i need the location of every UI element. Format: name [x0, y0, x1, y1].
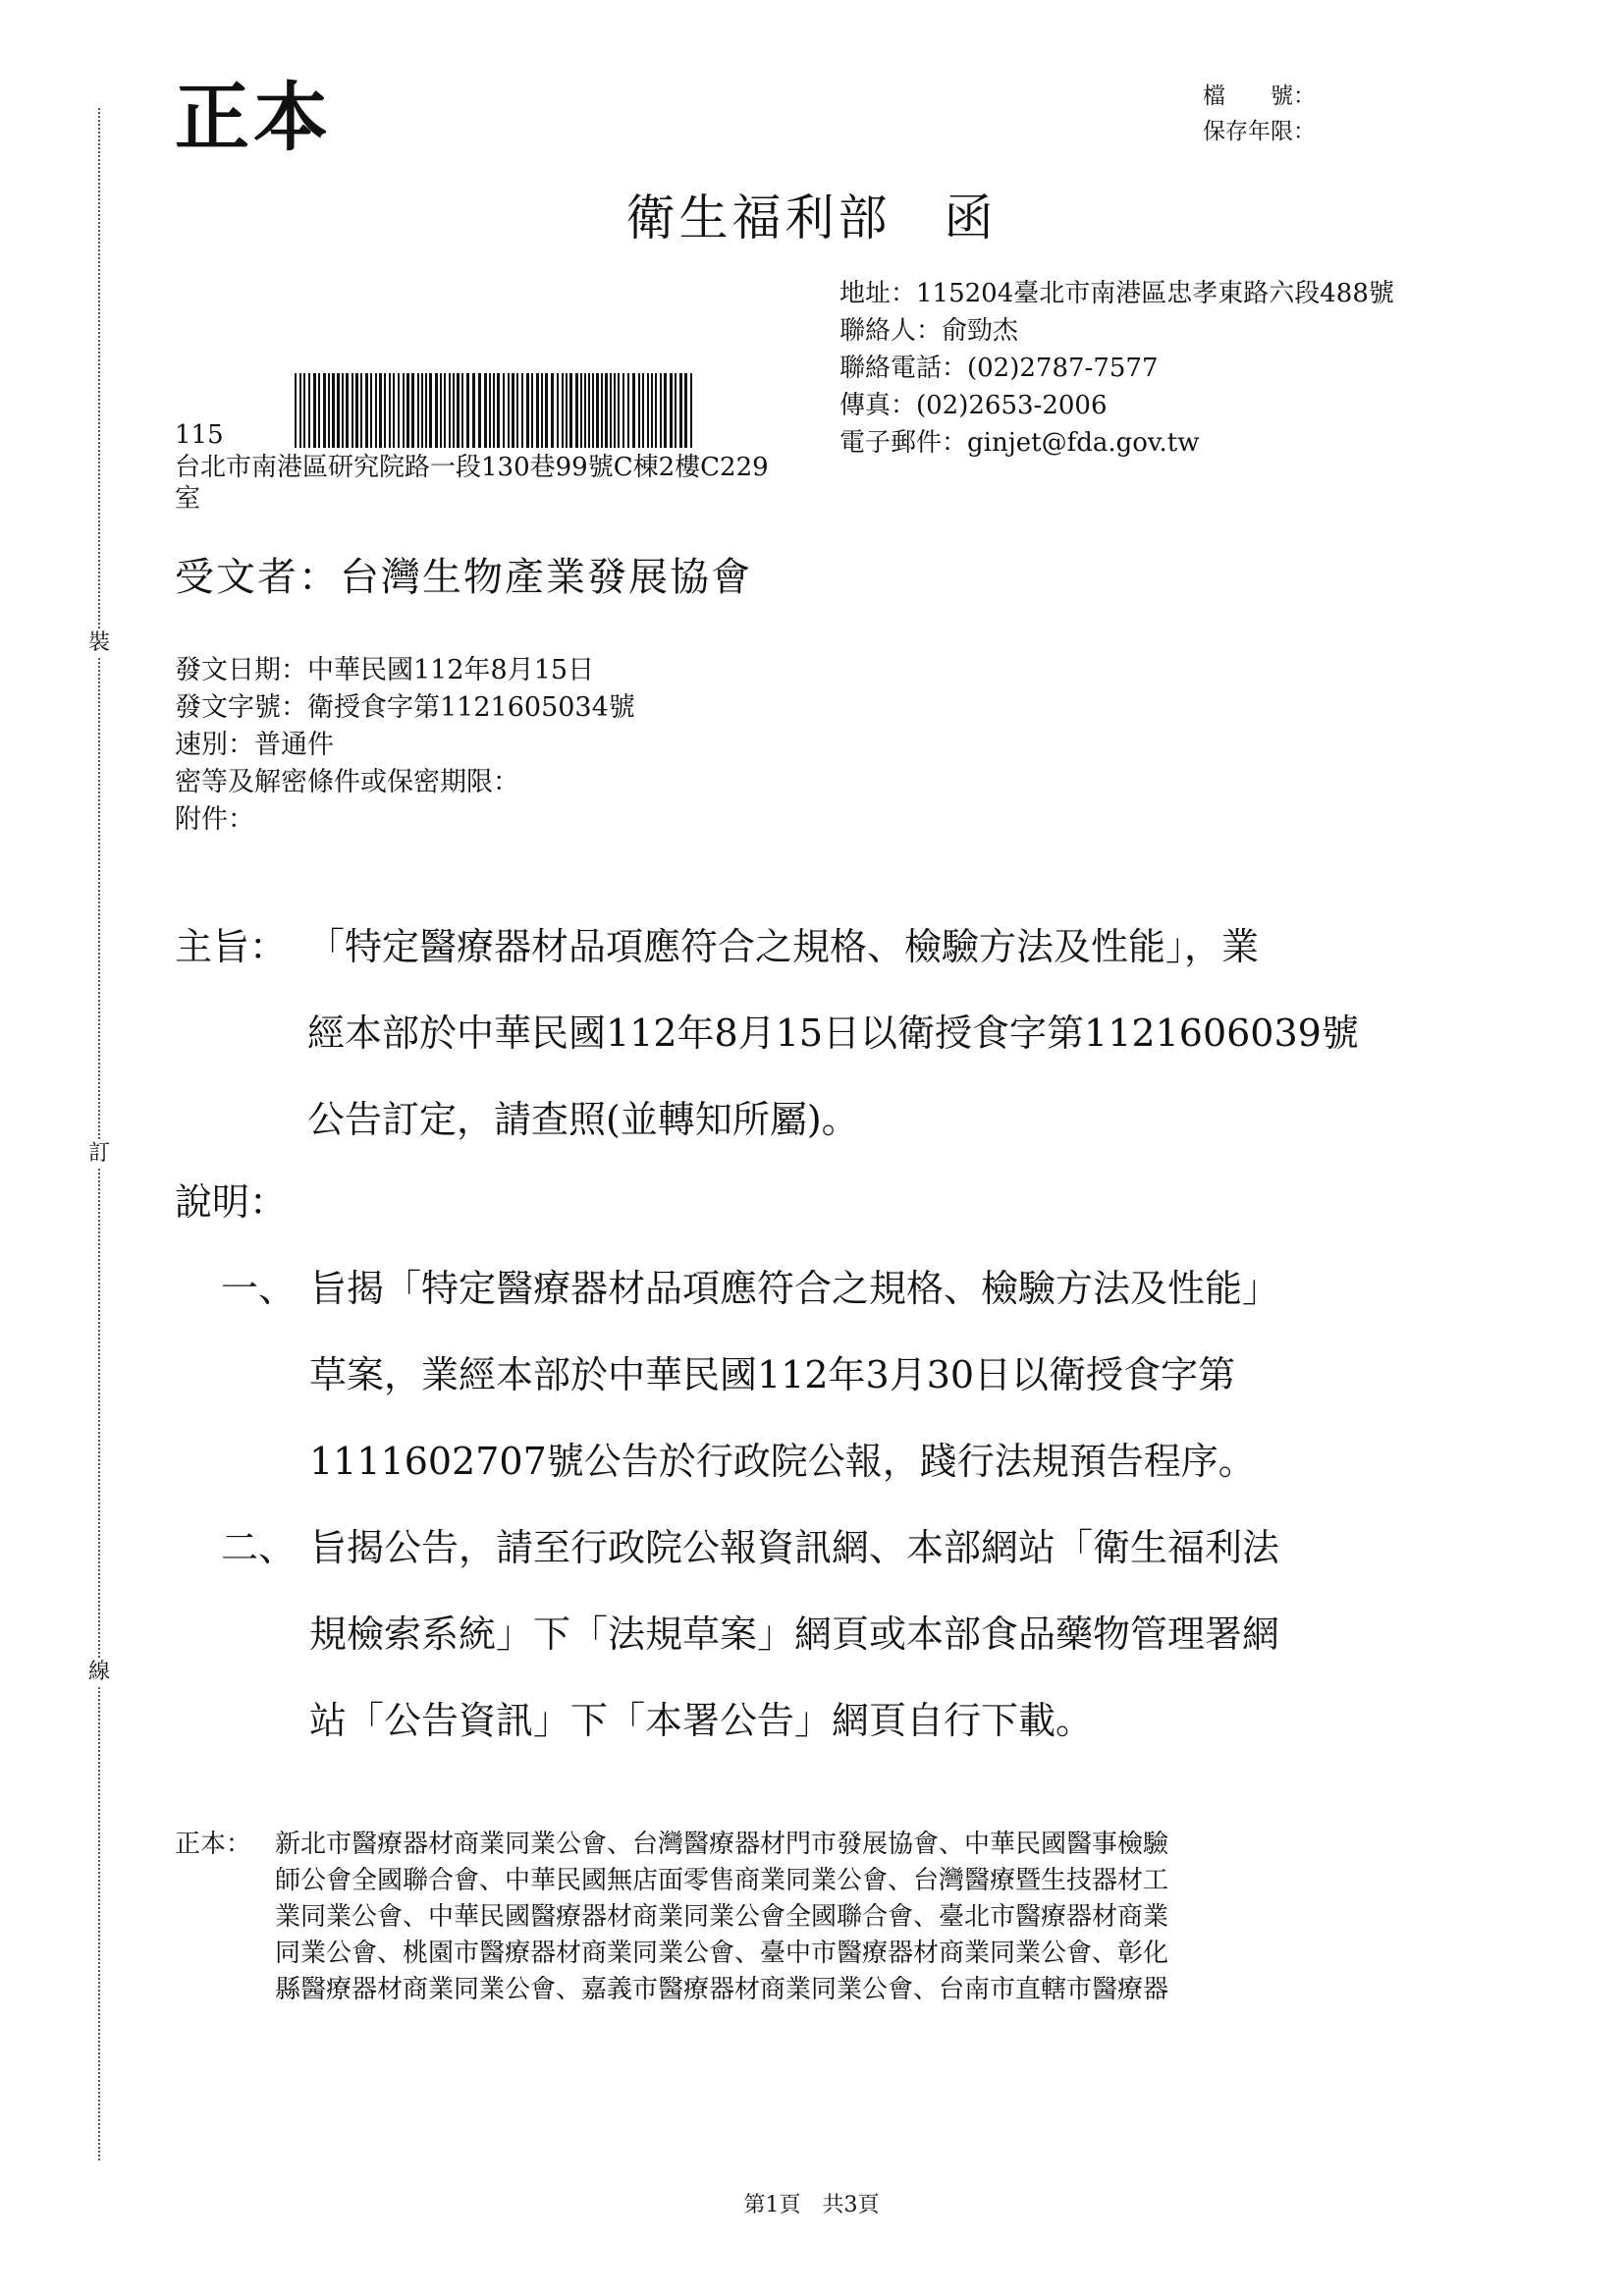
barcode-bar — [584, 373, 586, 448]
barcode-bar — [295, 373, 297, 448]
barcode-bar — [370, 373, 372, 448]
barcode-bar — [384, 373, 386, 448]
binding-mark-zhuang: 裝 — [84, 629, 114, 658]
distribution-line: 同業公會、桃園市醫療器材商業同業公會、臺中市醫療器材商業同業公會、彰化 — [275, 1939, 1169, 1968]
barcode-bar — [421, 373, 423, 448]
contact-person: 聯絡人：俞勁杰 — [839, 316, 1019, 346]
barcode-bar — [328, 373, 330, 448]
barcode-bar — [440, 373, 442, 448]
sender-contact — [839, 275, 1394, 462]
distribution-line: 師公會全國聯合會、中華民國無店面零售商業同業公會、台灣醫療暨生技器材工 — [275, 1866, 1169, 1895]
mailing-postcode: 115 — [175, 420, 224, 450]
barcode-bar — [375, 373, 377, 448]
distribution-line: 縣醫療器材商業同業公會、嘉義市醫療器材商業同業公會、台南市直轄市醫療器 — [275, 1975, 1169, 2004]
barcode-bar — [684, 373, 687, 448]
barcode-bar — [308, 373, 310, 448]
barcode-bar — [342, 373, 344, 448]
barcode-bar — [478, 373, 481, 448]
explanation-label: 說明： — [175, 1180, 288, 1224]
barcode-bar — [429, 373, 432, 448]
barcode-bar — [313, 373, 316, 448]
barcode-bar — [435, 373, 438, 448]
barcode-bar — [588, 373, 590, 448]
mailing-address — [175, 452, 842, 515]
binding-mark-xian: 線 — [84, 1658, 114, 1687]
distribution-line: 業同業公會、中華民國醫療器材商業同業公會全國聯合會、臺北市醫療器材商業 — [275, 1902, 1169, 1932]
barcode-bar — [526, 373, 529, 448]
barcode-bar — [690, 373, 692, 448]
barcode-bar — [569, 373, 572, 448]
barcode-bar — [497, 373, 500, 448]
barcode-bar — [545, 373, 548, 448]
subject-line: 「特定醫療器材品項應符合之規格、檢驗方法及性能」，業 — [307, 925, 1260, 968]
subject-line: 公告訂定，請查照(並轉知所屬)。 — [307, 1098, 859, 1141]
recipient: 受文者：台灣生物產業發展協會 — [175, 555, 752, 600]
barcode-bar — [562, 373, 564, 448]
barcode-bar — [521, 373, 523, 448]
document-title: 衛生福利部 函 — [625, 190, 998, 246]
barcode-bar — [566, 373, 568, 448]
explanation-line: 旨揭「特定醫療器材品項應符合之規格、檢驗方法及性能」 — [309, 1267, 1280, 1310]
barcode-bar — [551, 373, 554, 448]
barcode-bar — [536, 373, 539, 448]
explanation-line: 旨揭公告，請至行政院公報資訊網、本部網站「衛生福利法 — [309, 1526, 1280, 1569]
barcode-bar — [610, 373, 612, 448]
contact-fax: 傳真：(02)2653-2006 — [839, 391, 1108, 420]
distribution-label: 正本： — [175, 1830, 252, 1859]
subject-section — [175, 903, 1451, 1163]
contact-email: 電子郵件：ginjet@fda.gov.tw — [839, 428, 1200, 458]
explanation-line: 1111602707號公告於行政院公報，踐行法規預告程序。 — [309, 1440, 1256, 1483]
barcode-bar — [411, 373, 414, 448]
explanation-line: 站「公告資訊」下「本署公告」網頁自行下載。 — [309, 1699, 1094, 1742]
barcode-bar — [303, 373, 305, 448]
postal-barcode — [295, 373, 695, 448]
barcode-bar — [461, 373, 463, 448]
barcode-bar — [642, 373, 644, 448]
original-copy-stamp: 正本 — [175, 74, 332, 161]
barcode-bar — [664, 373, 667, 448]
barcode-bar — [379, 373, 382, 448]
barcode-bar — [655, 373, 657, 448]
delivery-speed: 速別：普通件 — [175, 730, 334, 760]
binding-mark-ding: 訂 — [84, 1139, 114, 1169]
file-number-label: 檔 號： — [1203, 83, 1316, 109]
issue-date: 發文日期：中華民國112年8月15日 — [175, 655, 595, 685]
barcode-bar — [670, 373, 673, 448]
barcode-bar — [503, 373, 505, 448]
barcode-bar — [596, 373, 599, 448]
barcode-bar — [453, 373, 455, 448]
barcode-bar — [360, 373, 362, 448]
contact-phone: 聯絡電話：(02)2787-7577 — [839, 354, 1159, 383]
barcode-bar — [352, 373, 353, 448]
subject-line: 經本部於中華民國112年8月15日以衛授食字第1121606039號 — [307, 1011, 1359, 1055]
file-info — [1203, 79, 1316, 149]
barcode-bar — [651, 373, 653, 448]
explanation-line: 草案，業經本部於中華民國112年3月30日以衛授食字第 — [309, 1353, 1236, 1396]
document-number: 發文字號：衛授食字第1121605034號 — [175, 692, 635, 723]
barcode-bar — [647, 373, 649, 448]
barcode-bar — [601, 373, 603, 448]
barcode-bar — [466, 373, 469, 448]
barcode-bar — [398, 373, 400, 448]
barcode-bar — [493, 373, 495, 448]
barcode-bar — [592, 373, 594, 448]
mailing-address-line2: 室 — [175, 484, 201, 514]
explanation-item-number: 二、 — [221, 1526, 297, 1569]
mailing-address-line1: 台北市南港區研究院路一段130巷99號C棟2樓C229 — [175, 453, 769, 482]
barcode-bar — [484, 373, 487, 448]
barcode-bar — [675, 373, 676, 448]
barcode-bar — [406, 373, 409, 448]
barcode-bar — [425, 373, 427, 448]
barcode-bar — [660, 373, 662, 448]
barcode-bar — [516, 373, 518, 448]
barcode-bar — [403, 373, 405, 448]
barcode-bar — [389, 373, 391, 448]
attachment: 附件： — [175, 804, 254, 835]
barcode-bar — [512, 373, 514, 448]
barcode-bar — [393, 373, 395, 448]
barcode-bar — [365, 373, 368, 448]
barcode-bar — [444, 373, 446, 448]
barcode-bar — [638, 373, 640, 448]
barcode-bar — [614, 373, 616, 448]
barcode-bar — [618, 373, 620, 448]
barcode-bar — [332, 373, 335, 448]
barcode-bar — [531, 373, 533, 448]
barcode-bar — [632, 373, 635, 448]
barcode-bar — [508, 373, 510, 448]
distribution-line: 新北市醫療器材商業同業公會、台灣醫療器材門市發展協會、中華民國醫事檢驗 — [275, 1830, 1169, 1859]
barcode-bar — [541, 373, 543, 448]
page-number: 第1頁 共3頁 — [743, 2193, 880, 2217]
barcode-bar — [457, 373, 460, 448]
classification: 密等及解密條件或保密期限： — [175, 767, 519, 797]
barcode-bar — [417, 373, 419, 448]
barcode-bar — [472, 373, 475, 448]
barcode-bar — [449, 373, 451, 448]
barcode-bar — [627, 373, 629, 448]
distribution-list — [175, 1827, 1441, 2008]
barcode-bar — [346, 373, 349, 448]
binding-dotted-line — [98, 108, 100, 2160]
barcode-bar — [489, 373, 491, 448]
barcode-bar — [575, 373, 578, 448]
subject-label: 主旨： — [175, 925, 288, 968]
barcode-bar — [323, 373, 326, 448]
barcode-bar — [355, 373, 358, 448]
document-meta — [175, 652, 635, 839]
explanation-section — [221, 1245, 1458, 1764]
barcode-bar — [299, 373, 301, 448]
explanation-line: 規檢索系統」下「法規草案」網頁或本部食品藥物管理署網 — [309, 1613, 1280, 1656]
barcode-bar — [318, 373, 320, 448]
barcode-bar — [557, 373, 559, 448]
retention-label: 保存年限： — [1203, 119, 1316, 144]
sender-address: 地址：115204臺北市南港區忠孝東路六段488號 — [839, 279, 1394, 308]
barcode-bar — [679, 373, 682, 448]
explanation-item-number: 一、 — [221, 1267, 297, 1310]
barcode-bar — [622, 373, 624, 448]
barcode-bar — [337, 373, 340, 448]
barcode-bar — [605, 373, 608, 448]
barcode-bar — [580, 373, 582, 448]
